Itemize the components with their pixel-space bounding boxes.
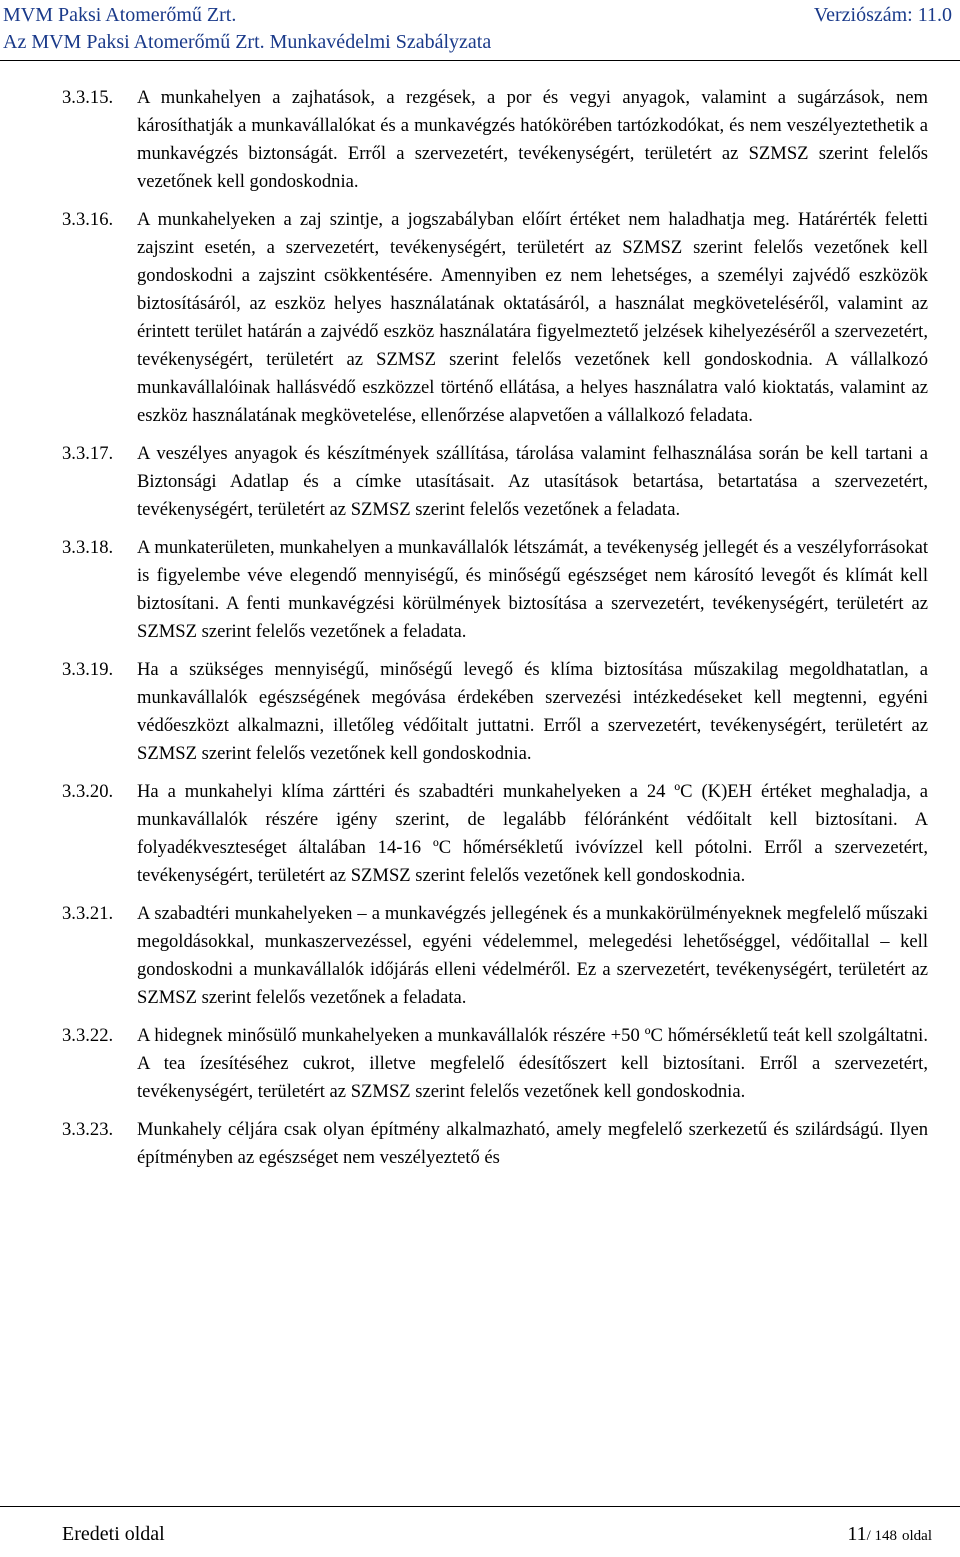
section-text: A hidegnek minősülő munkahelyeken a munkavállalók részére +50 ºC hőmérsékletű teát kell szolgáltatni. A tea ízesítéséhez cukrot, illetve megfelelő édesítőszert kell biztosítani. Erről a szervezetért, tevékenységért, területért az SZMSZ szerint felelős vezetőnek kell gondoskodnia. (137, 1025, 928, 1102)
header-line-2 (3, 29, 952, 55)
page-suffix: oldal (902, 1528, 932, 1544)
current-page: 11 (847, 1523, 867, 1545)
total-pages: / 148 (866, 1528, 897, 1544)
section-number: 3.3.21. (62, 903, 114, 924)
section-4 (62, 534, 928, 646)
company-name: MVM Paksi Atomerőmű Zrt. (3, 4, 237, 26)
footer-original-page: Eredeti oldal (62, 1523, 165, 1545)
section-number: 3.3.23. (62, 1119, 114, 1140)
section-text: A munkahelyeken a zaj szintje, a jogszabályban előírt értéket nem haladhatja meg. Határérték feletti zajszint esetén, a szervezetért, tevékenységért, területért az SZMSZ szerint felelős vezetőnek kell gondoskodni a zajszint csökkentésére. Amennyiben ez nem lehetséges, a személyi zajvédő eszközök biztosításáról, az eszköz helyes használatának oktatásáról, a használat megköveteléséről, valamint az érintett terület határán a zajvédő eszköz használatára figyelmeztető jelzések kihelyezéséről a szervezetért, tevékenységért, területért az SZMSZ szerint felelős vezetőnek kell gondoskodnia. A vállalkozó munkavállalóinak hallásvédő eszközzel történő ellátása, a helyes használatra való kioktatás, valamint az eszköz használatának megkövetelése, ellenőrzése alapvetően a vállalkozó feladata. (137, 209, 928, 426)
section-number: 3.3.19. (62, 659, 114, 680)
section-text: A munkahelyen a zajhatások, a rezgések, a por és vegyi anyagok, valamint a sugárzások, nem károsíthatják a munkavállalókat és a munkavégzés hatókörében tartózkodókat, és nem veszélyeztethetik a munkavégzés biztonságát. Erről a szervezetért, tevékenységért, területért az SZMSZ szerint felelős vezetőnek kell gondoskodnia. (137, 87, 928, 192)
document-title: Az MVM Paksi Atomerőmű Zrt. Munkavédelmi Szabályzata (3, 31, 492, 53)
footer-page-number (847, 1521, 932, 1549)
section-number: 3.3.18. (62, 537, 114, 558)
section-text: A veszélyes anyagok és készítmények szállítása, tárolása valamint felhasználása során be kell tartani a Biztonsági Adatlap és a címke utasításait. Az utasítások betartása, betartatása a szervezetért, tevékenységért, területért az SZMSZ szerint felelős vezetőnek a feladata. (137, 443, 928, 520)
section-8 (62, 1022, 928, 1106)
section-number: 3.3.17. (62, 443, 114, 464)
section-number: 3.3.15. (62, 87, 114, 108)
document-body (62, 84, 928, 1172)
header-line-1 (3, 2, 952, 28)
section-text: Munkahely céljára csak olyan építmény alkalmazható, amely megfelelő szerkezetű és szilárdságú. Ilyen építményben az egészséget nem veszélyeztető és (137, 1119, 928, 1168)
section-text: A munkaterületen, munkahelyen a munkavállalók létszámát, a tevékenység jellegét és a veszélyforrásokat is figyelembe véve elegendő mennyiségű, és minőségű egészséget nem károsító levegőt és klímát kell biztosítani. A fenti munkavégzési körülmények biztosítása a szervezetért, tevékenységért, területért az SZMSZ szerint felelős vezetőnek a feladata. (137, 537, 928, 642)
section-3 (62, 440, 928, 524)
section-6 (62, 778, 928, 890)
section-2 (62, 206, 928, 430)
section-text: Ha a szükséges mennyiségű, minőségű levegő és klíma biztosítása műszakilag megoldhatatlan, a munkavállalók egészségének megóvása érdekében szervezési intézkedéseket kell megtenni, egyéni védőeszközt alkalmazni, illetőleg védőitalt juttatni. Erről a szervezetért, tevékenységért, területért az SZMSZ szerint felelős vezetőnek kell gondoskodnia. (137, 659, 928, 764)
page-header (0, 0, 960, 61)
version-number: Verziószám: 11.0 (813, 4, 952, 26)
section-5 (62, 656, 928, 768)
section-9 (62, 1116, 928, 1172)
section-text: A szabadtéri munkahelyeken – a munkavégzés jellegének és a munkakörülményeknek megfelelő műszaki megoldásokkal, munkaszervezéssel, egyéni védelemmel, melegedési lehetőséggel, védőitallal – kell gondoskodni a munkavállalók időjárás elleni védelméről. Ez a szervezetért, tevékenységért, területért az SZMSZ szerint felelős vezetőnek a feladata. (137, 903, 928, 1008)
section-number: 3.3.16. (62, 209, 114, 230)
page-footer (0, 1506, 960, 1557)
section-text: Ha a munkahelyi klíma zárttéri és szabadtéri munkahelyeken a 24 ºC (K)EH értéket meghaladja, a munkavállalók részére igény szerint, de legalább félóránként védőitalt kell biztosítani. A folyadékveszteséget általában 14-16 ºC hőmérsékletű ivóvízzel kell pótolni. Erről a szervezetért, tevékenységért, területért az SZMSZ szerint felelős vezetőnek kell gondoskodnia. (137, 781, 928, 886)
section-1 (62, 84, 928, 196)
section-number: 3.3.20. (62, 781, 114, 802)
section-number: 3.3.22. (62, 1025, 114, 1046)
section-7 (62, 900, 928, 1012)
